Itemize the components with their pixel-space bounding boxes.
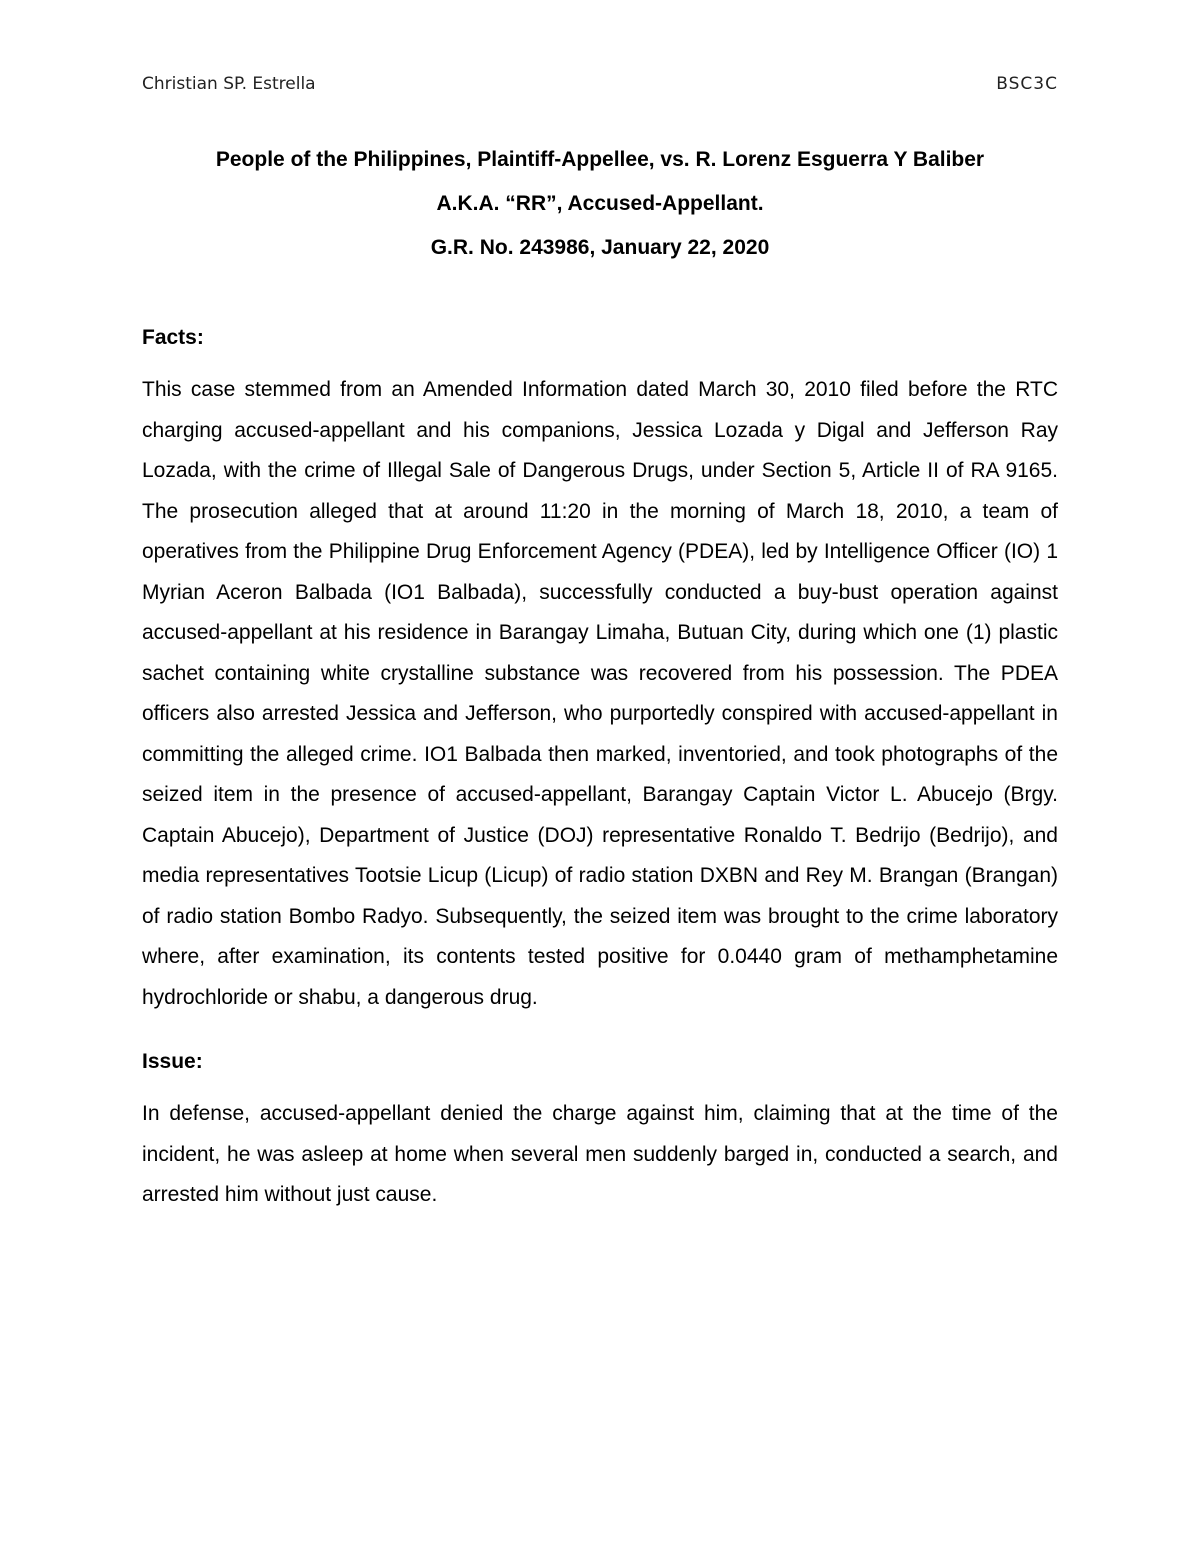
facts-heading: Facts: bbox=[142, 326, 204, 349]
case-title-line-3: G.R. No. 243986, January 22, 2020 bbox=[430, 236, 770, 259]
case-title-line-1: People of the Philippines, Plaintiff-Appellee, vs. R. Lorenz Esguerra Y Baliber bbox=[215, 148, 985, 171]
case-title-line-2: A.K.A. “RR”, Accused-Appellant. bbox=[436, 192, 764, 215]
header-section: BSC3C bbox=[996, 74, 1058, 94]
header-author: Christian SP. Estrella bbox=[142, 74, 316, 94]
issue-heading: Issue: bbox=[142, 1050, 203, 1073]
case-title-block bbox=[142, 138, 1058, 270]
facts-paragraph: This case stemmed from an Amended Information dated March 30, 2010 filed before the RTC charging accused-appellant and his companions, Jessica Lozada y Digal and Jefferson Ray Lozada, with the crime of Illegal Sale of Dangerous Drugs, under Section 5, Article II of RA 9165. The prosecution alleged that at around 11:20 in the morning of March 18, 2010, a team of operatives from the Philippine Drug Enforcement Agency (PDEA), led by Intelligence Officer (IO) 1 Myrian Aceron Balbada (IO1 Balbada), successfully conducted a buy-bust operation against accused-appellant at his residence in Barangay Limaha, Butuan City, during which one (1) plastic sachet containing white crystalline substance was recovered from his possession. The PDEA officers also arrested Jessica and Jefferson, who purportedly conspired with accused-appellant in committing the alleged crime. IO1 Balbada then marked, inventoried, and took photographs of the seized item in the presence of accused-appellant, Barangay Captain Victor L. Abucejo (Brgy. Captain Abucejo), Department of Justice (DOJ) representative Ronaldo T. Bedrijo (Bedrijo), and media representatives Tootsie Licup (Licup) of radio station DXBN and Rey M. Brangan (Brangan) of radio station Bombo Radyo. Subsequently, the seized item was brought to the crime laboratory where, after examination, its contents tested positive for 0.0440 gram of methamphetamine hydrochloride or shabu, a dangerous drug. bbox=[142, 378, 1058, 1009]
issue-paragraph: In defense, accused-appellant denied the charge against him, claiming that at the time of the incident, he was asleep at home when several men suddenly barged in, conducted a search, and arrested him without just cause. bbox=[142, 1102, 1058, 1206]
document-body bbox=[142, 320, 1058, 1242]
